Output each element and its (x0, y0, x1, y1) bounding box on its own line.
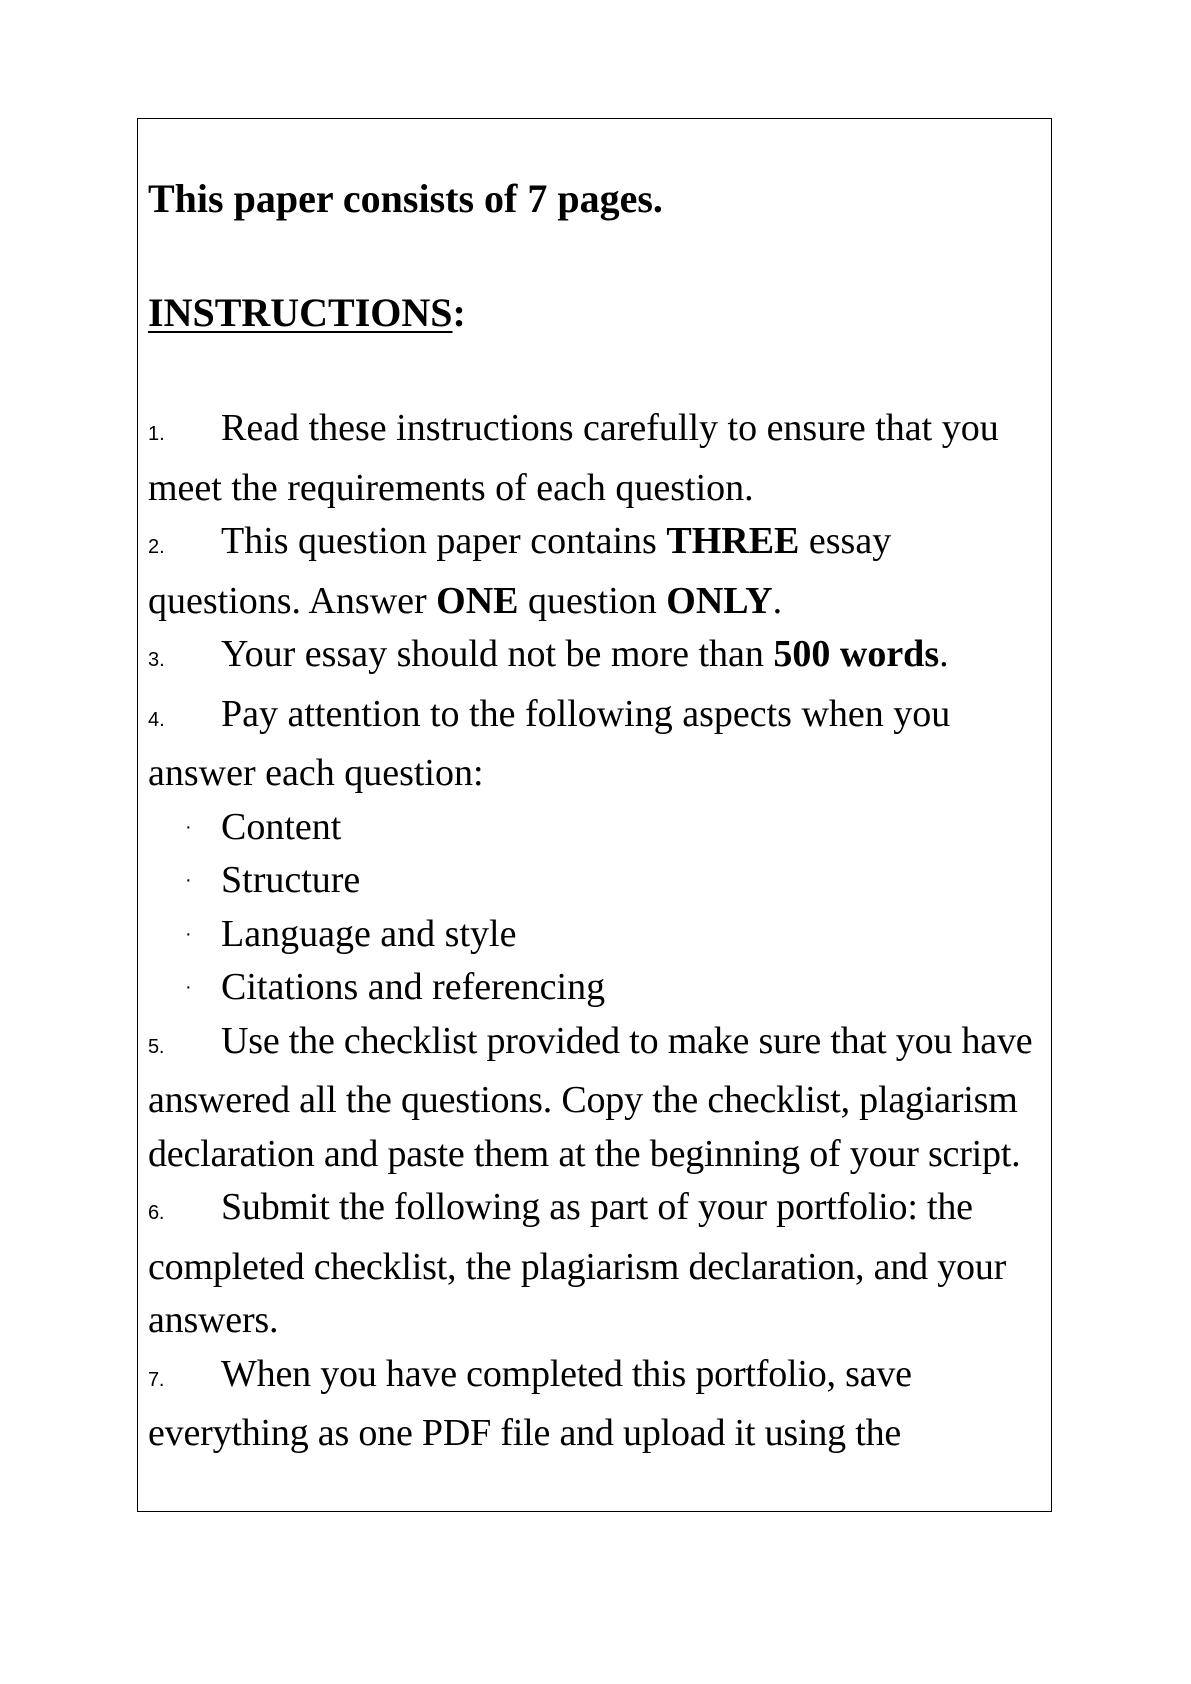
instruction-number: 4. (148, 708, 165, 731)
instruction-text: Your essay should not be more than (221, 633, 774, 675)
bullet-dot-icon: · (185, 976, 192, 998)
instruction-number: 7. (148, 1368, 165, 1391)
instruction-text: . (772, 579, 783, 622)
instruction-number: 6. (148, 1202, 165, 1224)
instruction-text: Use the checklist provided to make sure that you have answered all the questions. Copy the checklist, plagiarism declaration and paste them at the beginning of your script. (148, 1019, 1033, 1175)
aspect-bullet-language (148, 908, 1048, 962)
instruction-item-6 (148, 1181, 1048, 1348)
instruction-text: When you have completed this portfolio, save everything as one PDF file and upload it using the (148, 1352, 912, 1454)
emphasis-one: ONE (436, 579, 519, 622)
emphasis-word-limit: 500 words (773, 633, 940, 675)
instructions-box (137, 118, 1052, 1512)
bullet-dot-icon: · (185, 922, 192, 945)
instructions-heading (148, 290, 466, 335)
aspect-bullet-citations (148, 961, 1048, 1015)
aspect-bullet-structure (148, 854, 1048, 908)
aspect-bullet-content (148, 801, 1048, 855)
aspect-label: Content (221, 805, 342, 848)
instructions-list (148, 402, 1048, 1461)
instruction-text: This question paper contains (221, 520, 667, 562)
instruction-item-2 (148, 515, 1048, 628)
instruction-text: Read these instructions carefully to ensure that you meet the requirements of each question. (148, 407, 999, 509)
aspect-label: Language and style (221, 912, 517, 955)
instruction-number: 2. (148, 536, 165, 558)
instruction-text: essay questions. Answer (148, 520, 892, 622)
page-count-note: This paper consists of 7 pages. (148, 176, 663, 221)
instruction-text: Pay attention to the following aspects when you answer each question: (148, 692, 951, 794)
bullet-dot-icon: · (185, 869, 192, 891)
instruction-item-5 (148, 1015, 1048, 1182)
instruction-text: question (518, 579, 667, 622)
emphasis-three: THREE (666, 520, 800, 562)
bullet-dot-icon: · (185, 815, 192, 838)
instruction-number: 3. (148, 649, 165, 671)
instructions-heading-colon: : (452, 290, 466, 335)
instruction-item-1 (148, 402, 1048, 515)
instructions-heading-text: INSTRUCTIONS (148, 290, 453, 335)
instruction-text: Submit the following as part of your portfolio: the completed checklist, the plagiarism declaration, and your answers. (148, 1186, 1007, 1341)
instruction-number: 1. (148, 423, 165, 445)
instruction-number: 5. (148, 1035, 165, 1058)
aspect-label: Citations and referencing (221, 966, 606, 1008)
emphasis-only: ONLY (666, 579, 773, 622)
instruction-item-3 (148, 628, 1048, 688)
aspect-label: Structure (221, 859, 361, 901)
instruction-item-7 (148, 1348, 1048, 1461)
instruction-text: . (939, 633, 949, 675)
instruction-item-4 (148, 688, 1048, 801)
